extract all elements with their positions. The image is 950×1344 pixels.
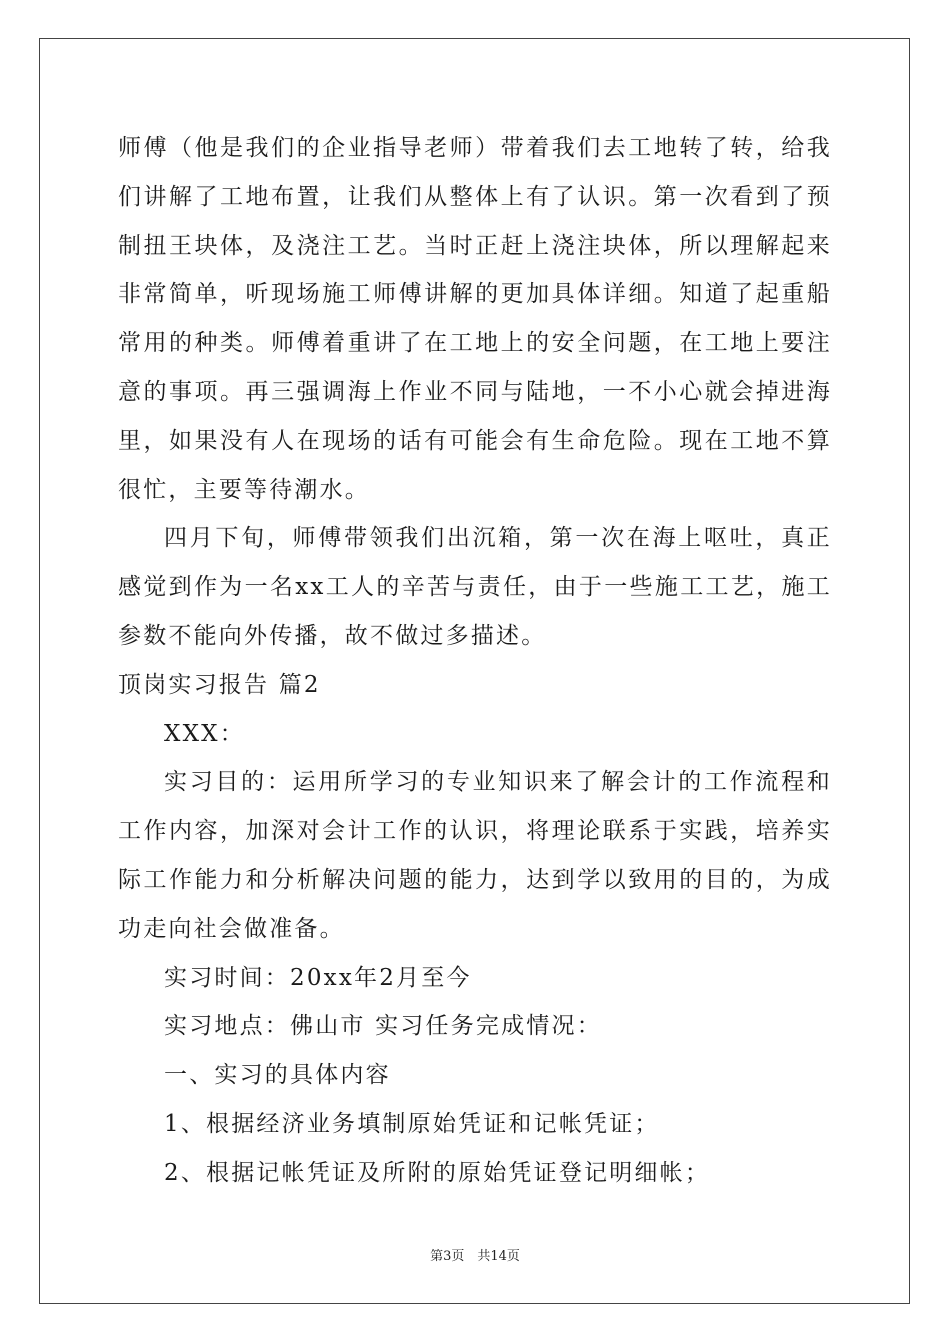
paragraph-2: 四月下旬，师傅带领我们出沉箱，第一次在海上呕吐，真正感觉到作为一名xx工人的辛苦与责任，由于一些施工工艺，施工参数不能向外传播，故不做过多描述。 [118,525,832,649]
page-number-footer: 第3页 共14页 [430,1249,520,1264]
subheading-content: 一、实习的具体内容 [164,1062,391,1089]
section-heading: 顶岗实习报告 篇2 [118,671,321,698]
paragraph-1: 师傅（他是我们的企业指导老师）带着我们去工地转了转，给我们讲解了工地布置，让我们从整体上有了认识。第一次看到了预制扭王块体，及浇注工艺。当时正赶上浇注块体，所以理解起来非常简单，听现场施工师傅讲解的更加具体详细。知道了起重船常用的种类。师傅着重讲了在工地上的安全问题，在工地上要注意的事项。再三强调海上作业不同与陆地，一不小心就会掉进海里，如果没有人在现场的话有可能会有生命危险。现在工地不算很忙，主要等待潮水。 [118,135,832,503]
paragraph-time: 实习时间：20xx年2月至今 [164,964,472,991]
list-item-1: 1、根据经济业务填制原始凭证和记帐凭证； [164,1110,660,1137]
salutation: XXX： [164,720,245,747]
list-item-2: 2、根据记帐凭证及所附的原始凭证登记明细帐； [164,1159,711,1186]
paragraph-purpose: 实习目的：运用所学习的专业知识来了解会计的工作流程和工作内容，加深对会计工作的认识，将理论联系于实践，培养实际工作能力和分析解决问题的能力，达到学以致用的目的，为成功走向社会做准备。 [118,769,832,942]
paragraph-location: 实习地点：佛山市 实习任务完成情况： [164,1013,602,1040]
document-body [118,124,832,1198]
